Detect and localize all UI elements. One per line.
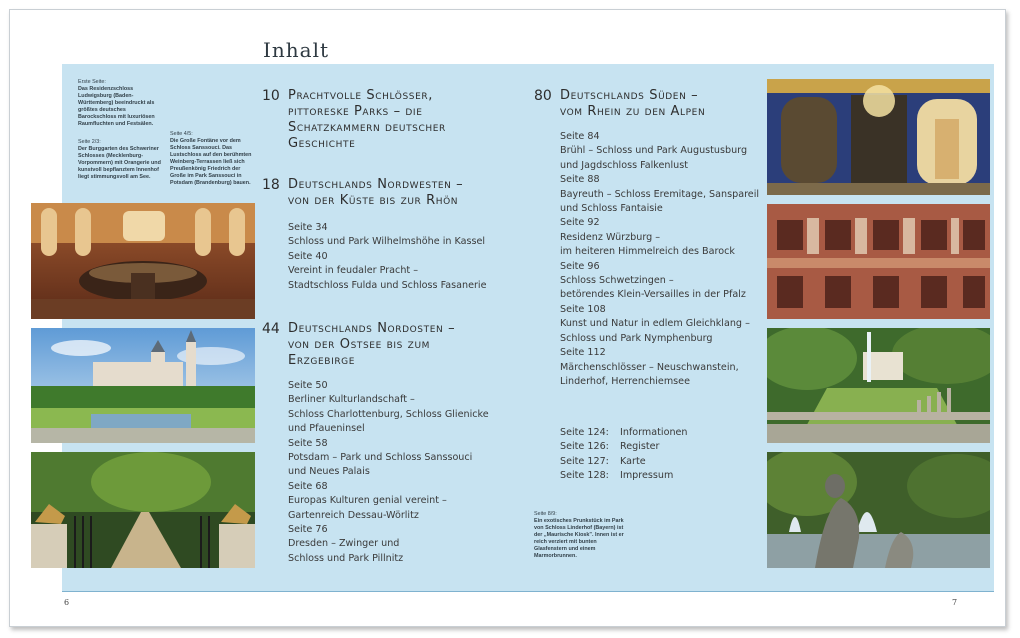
toc-line: Seite 40 (288, 250, 328, 262)
photo-ludwigsburg-interior (31, 203, 255, 319)
toc-line: Märchenschlösser – Neuschwanstein, (560, 361, 739, 373)
toc-line: Potsdam – Park und Schloss Sanssouci (288, 452, 473, 464)
toc-line: Schloss und Park Nymphenburg (560, 332, 713, 344)
caption-page-4-5 (170, 131, 256, 187)
toc-page-number: 80 (534, 88, 552, 104)
toc-line: Seite 92 (560, 217, 600, 229)
caption-text: Ein exotisches Prunkstück im Park von Schloss Linderhof (Bayern) ist der „Maurische Kiosk". Innen ist er reich verziert mit bunten Glasfenstern und einem Marmorbrunnen. (534, 518, 624, 559)
toc-line: Dresden – Zwinger und (288, 538, 400, 550)
toc-title-line: vom Rhein zu den Alpen (560, 104, 706, 119)
toc-entry-44[interactable] (262, 321, 522, 566)
caption-first-page (78, 79, 164, 128)
info-label: Seite 127: (560, 455, 609, 467)
caption-text: Das Residenzschloss Ludwigsburg (Baden-Württemberg) beeindruckt als größtes deutsches Barockschloss mit luxuriösen Raumfluchten und Festsälen. (78, 86, 155, 127)
toc-title (288, 177, 463, 209)
toc-title-line: Deutschlands Nordosten – (288, 321, 456, 336)
toc-line: Seite 76 (288, 524, 328, 536)
toc-line: Seite 112 (560, 347, 606, 359)
info-label: Seite 128: (560, 470, 609, 482)
info-value: Informationen (620, 427, 688, 438)
info-row[interactable] (560, 469, 760, 483)
toc-entry-10[interactable] (262, 88, 522, 152)
photo-garden-gate (31, 452, 255, 568)
caption-label: Seite 2/3: (78, 139, 101, 145)
toc-line: im heiteren Himmelreich des Barock (560, 246, 735, 258)
toc-entry-18[interactable] (262, 177, 522, 293)
toc-title (288, 88, 446, 152)
toc-line: Seite 50 (288, 380, 328, 391)
toc-line: Vereint in feudaler Pracht – (288, 265, 419, 277)
toc-line: und Jagdschloss Falkenlust (560, 159, 689, 171)
toc-line: Europas Kulturen genial vereint – (288, 495, 447, 507)
toc-line: Linderhof, Herrenchiemsee (560, 375, 690, 387)
info-list (560, 426, 760, 484)
toc-line: Schloss Schwetzingen – (560, 275, 674, 287)
photo-schwerin-castle (31, 328, 255, 443)
caption-page-2-3 (78, 139, 166, 181)
info-row[interactable] (560, 440, 760, 454)
caption-page-8-9 (534, 511, 626, 560)
photo-palace-interior (767, 79, 990, 195)
toc-line: Schloss und Park Wilhelmshöhe in Kassel (288, 236, 486, 248)
toc-line: Seite 88 (560, 174, 600, 186)
toc-line: Berliner Kulturlandschaft – (288, 394, 415, 406)
toc-line: Gartenreich Dessau-Wörlitz (288, 509, 419, 521)
toc-title-line: Erzgebirge (288, 353, 356, 368)
info-value: Karte (620, 455, 646, 467)
toc-title (288, 321, 455, 369)
info-row[interactable] (560, 455, 760, 469)
toc-line: Seite 96 (560, 260, 600, 272)
caption-label: Seite 8/9: (534, 511, 557, 517)
toc-page-number: 18 (262, 177, 280, 193)
toc-title (560, 88, 705, 120)
toc-line: Bayreuth – Schloss Eremitage, Sanspareil (560, 188, 760, 200)
toc-line: und Neues Palais (288, 466, 370, 478)
caption-label: Erste Seite: (78, 79, 106, 85)
toc-title-line: Prachtvolle Schlösser, (288, 88, 433, 103)
toc-title-line: pittoreske Parks – die (288, 104, 423, 119)
toc-line: Seite 68 (288, 480, 328, 492)
toc-page-number: 10 (262, 88, 280, 104)
toc-line: Seite 58 (288, 437, 328, 449)
toc-title-line: von der Küste bis zur Rhön (288, 193, 459, 208)
toc-line: Kunst und Natur in edlem Gleichklang – (560, 318, 750, 330)
toc-title-line: Schatzkammern deutscher (288, 120, 446, 135)
toc-title-line: von der Ostsee bis zum (288, 337, 431, 352)
toc-title-line: Geschichte (288, 136, 356, 151)
info-label: Seite 124: (560, 427, 609, 438)
info-value: Impressum (620, 470, 674, 482)
toc-line: Stadtschloss Fulda und Schloss Fasanerie (288, 279, 487, 291)
toc-line: und Schloss Fantaisie (560, 203, 663, 215)
band-rule (62, 591, 994, 592)
toc-line: Seite 34 (288, 222, 328, 233)
page-number-left: 6 (64, 598, 70, 607)
photo-linderhof-park (767, 328, 990, 443)
toc-page-number: 44 (262, 321, 280, 337)
caption-text: Der Burggarten des Schweriner Schlosses (Mecklenburg-Vorpommern) mit Orangerie und kunstvoll bepflanztem Innenhof liegt stimmungsvoll am See. (78, 146, 161, 180)
toc-line: Schloss Charlottenburg, Schloss Glienicke (288, 408, 489, 420)
toc-title-line: Deutschlands Nordwesten – (288, 177, 464, 192)
toc-line: betörendes Klein-Versailles in der Pfalz (560, 289, 746, 301)
toc-line: Brühl – Schloss und Park Augustusburg (560, 145, 748, 157)
caption-text: Die Große Fontäne vor dem Schloss Sanssouci. Das Lustschloss auf den berühmten Weinberg-Terrassen ließ sich Preußenkönig Friedrich der Große im Park Sanssouci in Potsdam (Brandenburg) bauen. (170, 138, 252, 186)
info-value: Register (620, 441, 660, 453)
info-label: Seite 126: (560, 441, 609, 453)
toc-title-line: Deutschlands Süden – (560, 88, 699, 103)
toc-line: Residenz Würzburg – (560, 231, 661, 243)
photo-heidelberg-facade (767, 204, 990, 319)
info-row[interactable] (560, 426, 760, 440)
photo-fountain-statue (767, 452, 990, 568)
page-number-right: 7 (952, 598, 958, 607)
page-heading: Inhalt (263, 38, 330, 62)
toc-line: Schloss und Park Pillnitz (288, 552, 404, 564)
toc-line: Seite 108 (560, 303, 606, 315)
toc-entry-80[interactable] (534, 88, 764, 389)
caption-label: Seite 4/5: (170, 131, 193, 137)
toc-line: und Pfaueninsel (288, 423, 365, 435)
toc-line: Seite 84 (560, 131, 600, 142)
